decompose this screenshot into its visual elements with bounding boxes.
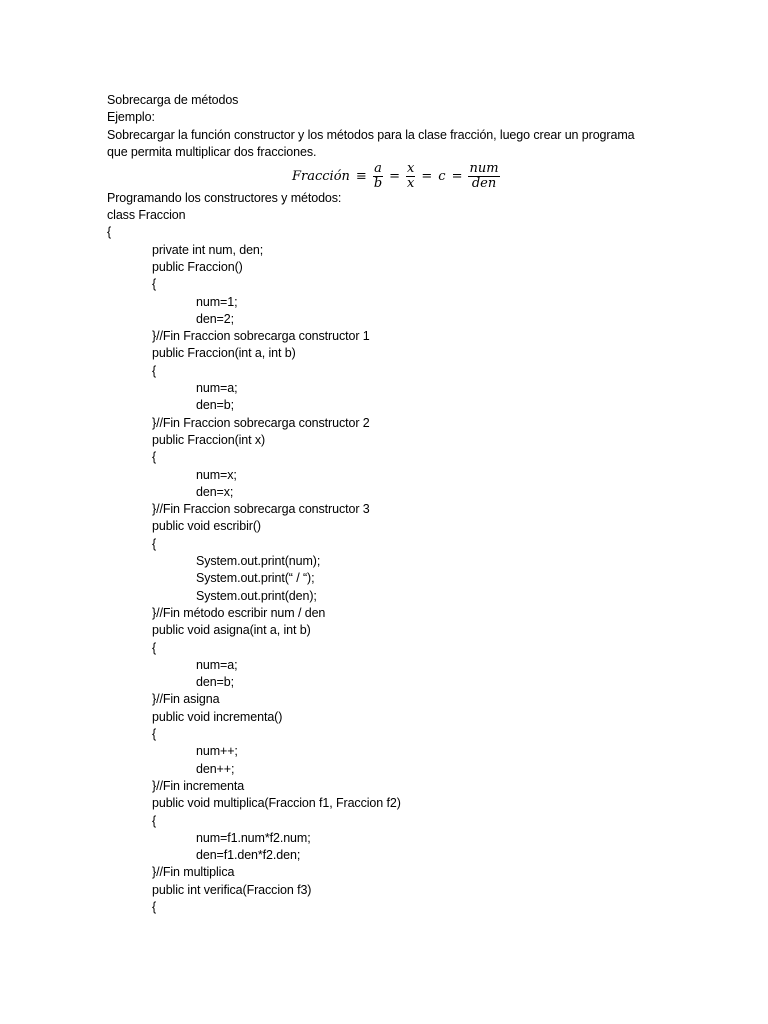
code-line: { xyxy=(152,364,157,378)
formula-numerator: num xyxy=(469,160,499,176)
code-line: den=b; xyxy=(196,675,234,689)
code-line: num=a; xyxy=(196,381,238,395)
code-line: }//Fin incrementa xyxy=(152,779,245,793)
code-line: { xyxy=(152,814,157,828)
formula-numerator: a xyxy=(374,160,382,176)
code-line: den=b; xyxy=(196,398,234,412)
code-line: System.out.print(num); xyxy=(196,554,321,568)
code-line: { xyxy=(152,277,157,291)
formula-equiv: ≡ xyxy=(355,168,367,184)
formula-c: c xyxy=(438,168,446,184)
code-line: }//Fin Fraccion sobrecarga constructor 1 xyxy=(152,329,370,343)
code-line: den=2; xyxy=(196,312,234,326)
code-line: System.out.print(den); xyxy=(196,589,317,603)
code-line: public void asigna(int a, int b) xyxy=(152,623,311,637)
code-line: { xyxy=(107,225,112,239)
code-line: den++; xyxy=(196,762,235,776)
formula-denominator: den xyxy=(471,175,497,191)
code-line: { xyxy=(152,727,157,741)
code-line: class Fraccion xyxy=(107,208,186,222)
programming-heading: Programando los constructores y métodos: xyxy=(107,191,342,205)
formula-equals: = xyxy=(451,168,463,184)
doc-title: Sobrecarga de métodos xyxy=(107,93,239,107)
formula-equals: = xyxy=(389,168,401,184)
code-line: }//Fin Fraccion sobrecarga constructor 3 xyxy=(152,502,370,516)
formula-denominator: b xyxy=(373,175,383,191)
code-line: public Fraccion() xyxy=(152,260,243,274)
fraction-formula xyxy=(292,158,500,194)
code-line: { xyxy=(152,537,157,551)
code-line: den=f1.den*f2.den; xyxy=(196,848,301,862)
code-line: public void incrementa() xyxy=(152,710,283,724)
code-line: System.out.print(“ / “); xyxy=(196,571,315,585)
code-line: public void escribir() xyxy=(152,519,261,533)
formula-fraction-xx xyxy=(406,162,415,191)
code-line: { xyxy=(152,450,157,464)
example-label: Ejemplo: xyxy=(107,110,155,124)
code-line: public int verifica(Fraccion f3) xyxy=(152,883,312,897)
description-line-2: que permita multiplicar dos fracciones. xyxy=(107,145,317,159)
code-line: { xyxy=(152,641,157,655)
code-line: num++; xyxy=(196,744,238,758)
code-line: { xyxy=(152,900,157,914)
code-line: public void multiplica(Fraccion f1, Fraccion f2) xyxy=(152,796,401,810)
code-line: den=x; xyxy=(196,485,234,499)
code-line: private int num, den; xyxy=(152,243,264,257)
formula-fraction-numden xyxy=(468,162,499,191)
code-line: }//Fin multiplica xyxy=(152,865,235,879)
code-line: public Fraccion(int a, int b) xyxy=(152,346,296,360)
code-line: }//Fin asigna xyxy=(152,692,220,706)
formula-denominator: x xyxy=(407,175,415,191)
code-line: }//Fin Fraccion sobrecarga constructor 2 xyxy=(152,416,370,430)
code-line: num=f1.num*f2.num; xyxy=(196,831,311,845)
formula-numerator: x xyxy=(407,160,415,176)
code-line: public Fraccion(int x) xyxy=(152,433,266,447)
code-line: }//Fin método escribir num / den xyxy=(152,606,326,620)
description-line-1: Sobrecargar la función constructor y los métodos para la clase fracción, luego crear un programa xyxy=(107,128,635,142)
code-line: num=1; xyxy=(196,295,238,309)
formula-fraction-ab xyxy=(373,162,383,191)
formula-equals: = xyxy=(421,168,433,184)
code-line: num=x; xyxy=(196,468,237,482)
formula-lhs: Fracción xyxy=(292,168,350,184)
code-line: num=a; xyxy=(196,658,238,672)
